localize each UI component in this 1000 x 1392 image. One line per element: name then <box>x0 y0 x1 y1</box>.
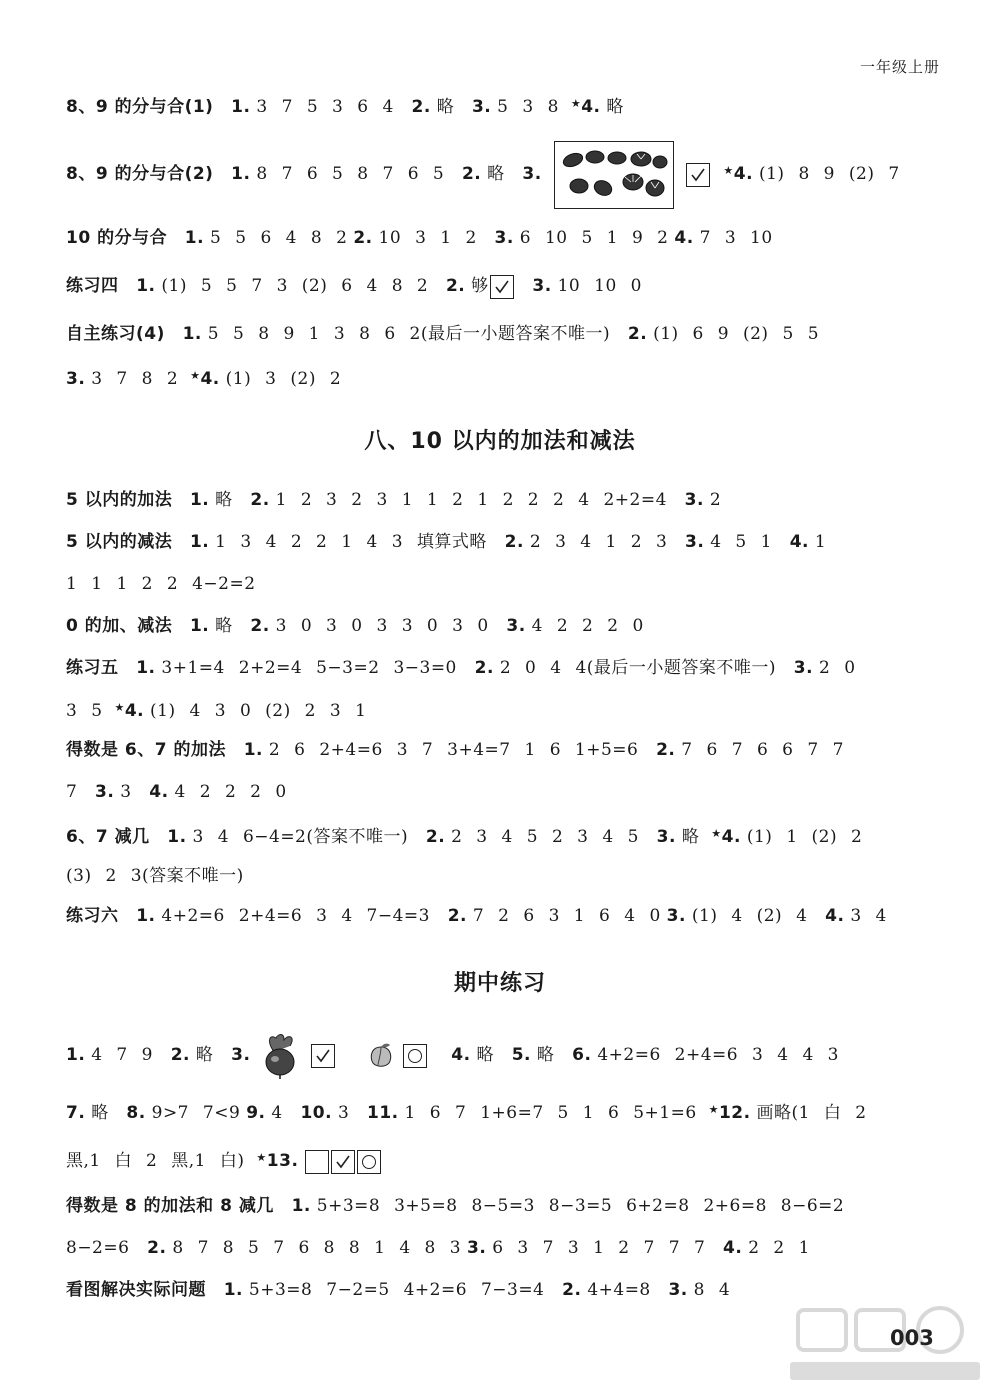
answer-line-16 <box>66 864 938 888</box>
answer-box <box>403 1044 427 1068</box>
question-number: 7. <box>66 1103 86 1123</box>
radish-illustration <box>256 1032 304 1080</box>
topic-title: 得数是 6、7 的加法 <box>66 740 226 760</box>
question-number: 3. <box>231 1045 251 1065</box>
answer-text: 4+2=6 2+4=6 3 4 7−4=3 <box>161 906 430 926</box>
question-number: 4. <box>789 532 809 552</box>
question-number: 2. <box>445 276 466 296</box>
question-number: 2. <box>147 1238 167 1258</box>
answer-text: 5 3 8 <box>497 97 559 117</box>
topic-title: 8、9 的分与合(1) <box>66 97 214 117</box>
answer-text: 3 4 <box>850 906 887 926</box>
question-number: 2. <box>353 228 373 248</box>
question-number: 4. <box>149 782 169 802</box>
question-number: 12. <box>718 1103 751 1123</box>
answer-text: 4 <box>271 1103 283 1123</box>
question-number: 2. <box>461 164 482 184</box>
question-number: 8. <box>126 1103 146 1123</box>
answer-text: (1) 3 (2) 2 <box>225 369 342 389</box>
answer-line-11 <box>66 656 938 680</box>
circle-icon <box>362 1155 376 1169</box>
answer-text: 9>7 7<9 <box>151 1103 241 1123</box>
answer-text: 4 7 9 <box>91 1045 153 1065</box>
answer-text: 8 4 <box>693 1280 731 1300</box>
question-number: 3. <box>494 228 514 248</box>
answer-line-21 <box>66 1194 938 1218</box>
answer-text: 7 <box>66 782 78 802</box>
topic-title: 5 以内的减法 <box>66 532 173 552</box>
answer-text: 3 7 5 3 6 4 <box>256 97 394 117</box>
question-number: 3. <box>66 369 86 389</box>
page-number: 003 <box>890 1326 934 1350</box>
answer-text: 4 2 2 2 0 <box>531 616 644 636</box>
answer-text: 3 7 8 2 <box>91 369 179 389</box>
answer-text: 够 <box>471 276 489 296</box>
answer-text: 2 3 4 5 2 3 4 5 <box>451 827 639 847</box>
topic-title: 练习四 <box>66 276 119 296</box>
answer-text: 3 <box>120 782 132 802</box>
question-number: 4. <box>733 164 754 184</box>
answer-text: 5+3=8 7−2=5 4+2=6 7−3=4 <box>248 1280 545 1300</box>
answer-text: (1) 1 (2) 2 <box>746 827 863 847</box>
answer-text: 2 0 <box>818 658 856 678</box>
question-number: 4. <box>721 827 741 847</box>
star-icon: ★ <box>711 827 722 840</box>
answer-line-10 <box>66 614 938 638</box>
question-number: 3. <box>522 164 542 184</box>
topic-title: 10 的分与合 <box>66 228 168 248</box>
question-number: 3. <box>471 97 492 117</box>
answer-line-23 <box>66 1278 938 1302</box>
answer-line-3 <box>66 226 938 250</box>
question-number: 3. <box>467 1238 487 1258</box>
answer-text: 3 5 <box>66 701 103 721</box>
answer-text: (1) 6 9 (2) 5 5 <box>653 324 820 344</box>
answer-line-20 <box>66 1146 938 1174</box>
answer-text: 略 <box>681 827 700 847</box>
star-icon: ★ <box>256 1151 267 1164</box>
answer-line-8 <box>66 530 938 554</box>
topic-title: 5 以内的加法 <box>66 490 173 510</box>
answer-text: 7 2 6 3 1 6 4 0 <box>472 906 661 926</box>
question-number: 13. <box>266 1151 299 1171</box>
question-number: 1. <box>223 1280 244 1300</box>
answer-text: 画略(1 白 2 <box>756 1103 867 1123</box>
topic-title: 6、7 减几 <box>66 827 150 847</box>
question-number: 3. <box>668 1280 688 1300</box>
question-number: 1. <box>243 740 264 760</box>
question-number: 4. <box>200 369 220 389</box>
check-mark-icon <box>336 1155 350 1169</box>
answer-line-7 <box>66 488 938 512</box>
answer-text: 2 2 1 <box>748 1238 810 1258</box>
star-icon: ★ <box>723 164 734 177</box>
answer-line-13 <box>66 738 938 762</box>
question-number: 3. <box>684 490 704 510</box>
star-icon: ★ <box>114 701 125 714</box>
answer-text: 略 <box>536 1045 555 1065</box>
question-number: 4. <box>581 97 601 117</box>
answer-box <box>357 1150 381 1174</box>
answer-line-19 <box>66 1098 938 1125</box>
question-number: 4. <box>723 1238 743 1258</box>
question-number: 1. <box>182 324 202 344</box>
answer-line-17 <box>66 904 938 928</box>
answer-text: 1 3 4 2 2 1 4 3 填算式略 <box>215 532 487 552</box>
topic-title: 自主练习(4) <box>66 324 165 344</box>
section-title: 八、10 以内的加法和减法 <box>364 429 636 454</box>
answer-text: 略 <box>476 1045 494 1065</box>
question-number: 1. <box>136 906 156 926</box>
section-title: 期中练习 <box>453 971 546 996</box>
question-number: 2. <box>425 827 446 847</box>
question-number: 4. <box>451 1045 471 1065</box>
answer-text: 略 <box>436 97 455 117</box>
question-number: 3. <box>532 276 552 296</box>
answer-line-22 <box>66 1236 938 1260</box>
answer-text: 2 0 4 4(最后一小题答案不唯一) <box>499 658 777 678</box>
question-number: 1. <box>189 532 210 552</box>
answer-text: (3) 2 3(答案不唯一) <box>66 866 244 886</box>
question-number: 1. <box>66 1045 86 1065</box>
answer-text: 7 3 10 <box>699 228 773 248</box>
question-number: 5. <box>511 1045 531 1065</box>
answer-text: (1) 5 5 7 3 (2) 6 4 8 2 <box>161 276 429 296</box>
peach-illustration <box>366 1041 396 1071</box>
answer-box <box>305 1150 329 1174</box>
answer-text: 1 6 7 1+6=7 5 1 6 5+1=6 <box>404 1103 697 1123</box>
answer-text: 4+2=6 2+4=6 3 4 4 3 <box>597 1045 839 1065</box>
answer-box <box>686 163 710 187</box>
answer-text: 略 <box>215 490 233 510</box>
answer-text: 5 5 6 4 8 2 <box>210 228 348 248</box>
answer-text: 1 1 1 2 2 4−2=2 <box>66 574 256 594</box>
check-mark-icon <box>495 280 509 294</box>
question-number: 11. <box>367 1103 399 1123</box>
topic-title: 8、9 的分与合(2) <box>66 164 214 184</box>
star-icon: ★ <box>708 1103 719 1116</box>
book-label: 一年级上册 <box>859 58 940 76</box>
answer-text: 5+3=8 3+5=8 8−5=3 8−3=5 6+2=8 2+6=8 8−6=2 <box>316 1196 845 1216</box>
star-icon: ★ <box>570 97 582 110</box>
question-number: 1. <box>136 276 156 296</box>
answer-text: 5 5 8 9 1 3 8 6 2(最后一小题答案不唯一) <box>207 324 611 344</box>
answer-text: 略 <box>487 164 505 184</box>
answer-text: 6 3 7 3 1 2 7 7 7 <box>492 1238 706 1258</box>
answer-line-6 <box>66 364 938 391</box>
question-number: 1. <box>184 228 205 248</box>
question-number: 2. <box>411 97 431 117</box>
answer-text: (1) 4 (2) 4 <box>691 906 808 926</box>
question-number: 9. <box>246 1103 266 1123</box>
answer-line-2 <box>66 136 938 209</box>
question-number: 6. <box>572 1045 592 1065</box>
question-number: 3. <box>666 906 686 926</box>
answer-line-12 <box>66 696 938 723</box>
answer-text: 略 <box>215 616 233 636</box>
topic-title: 0 的加、减法 <box>66 616 173 636</box>
answer-text: 略 <box>195 1045 214 1065</box>
answer-text: 10 10 0 <box>557 276 642 296</box>
answer-line-5 <box>66 322 938 346</box>
answer-text: 3+1=4 2+2=4 5−3=2 3−3=0 <box>161 658 457 678</box>
question-number: 2. <box>504 532 524 552</box>
answer-text: 3 4 6−4=2(答案不唯一) <box>192 827 409 847</box>
question-number: 2. <box>250 616 270 636</box>
answer-line-14 <box>66 780 938 804</box>
answer-text: (1) 4 3 0 (2) 2 3 1 <box>150 701 367 721</box>
question-number: 1. <box>167 827 187 847</box>
answer-text: 6 10 5 1 9 2 <box>519 228 669 248</box>
question-number: 2. <box>447 906 467 926</box>
question-number: 2. <box>474 658 494 678</box>
question-number: 2. <box>250 490 270 510</box>
answer-text: 4+4=8 <box>587 1280 651 1300</box>
question-number: 1. <box>189 616 210 636</box>
question-number: 2. <box>562 1280 582 1300</box>
seashells-illustration <box>554 141 674 209</box>
question-number: 1. <box>231 164 251 184</box>
answer-text: 略 <box>91 1103 109 1123</box>
star-icon: ★ <box>190 369 201 382</box>
answer-box <box>490 275 514 299</box>
answer-text: 8 7 8 5 7 6 8 8 1 4 8 3 <box>172 1238 462 1258</box>
answer-text: 3 <box>337 1103 350 1123</box>
question-number: 3. <box>95 782 115 802</box>
answer-text: 2 3 4 1 2 3 <box>529 532 668 552</box>
answer-text: 略 <box>606 97 624 117</box>
question-number: 3. <box>685 532 705 552</box>
answer-line-1 <box>66 92 938 119</box>
question-number: 1. <box>291 1196 311 1216</box>
answer-line-4 <box>66 274 938 299</box>
answer-text: 2 <box>709 490 722 510</box>
answer-text: 8 7 6 5 8 7 6 5 <box>256 164 445 184</box>
answer-line-9 <box>66 572 938 596</box>
answer-text: 黑,1 白 2 黑,1 白) <box>66 1151 245 1171</box>
question-number: 1. <box>136 658 156 678</box>
question-number: 2. <box>170 1045 190 1065</box>
answer-text: 8−2=6 <box>66 1238 130 1258</box>
question-number: 4. <box>825 906 845 926</box>
answer-line-18 <box>66 1030 938 1080</box>
question-number: 1. <box>231 97 251 117</box>
question-number: 10. <box>300 1103 333 1123</box>
answer-line-15 <box>66 822 938 849</box>
topic-title: 看图解决实际问题 <box>66 1280 206 1300</box>
answer-box <box>331 1150 355 1174</box>
question-number: 2. <box>627 324 648 344</box>
answer-box <box>311 1044 335 1068</box>
check-mark-icon <box>316 1049 330 1063</box>
topic-title: 练习六 <box>66 906 119 926</box>
question-number: 3. <box>656 827 676 847</box>
answer-text: 1 <box>814 532 827 552</box>
answer-text: 4 2 2 2 0 <box>174 782 287 802</box>
question-number: 4. <box>124 701 145 721</box>
answer-text: 3 0 3 0 3 3 0 3 0 <box>275 616 489 636</box>
topic-title: 得数是 8 的加法和 8 减几 <box>66 1196 274 1216</box>
question-number: 1. <box>189 490 210 510</box>
check-mark-icon <box>691 168 705 182</box>
answer-text: (1) 8 9 (2) 7 <box>758 164 900 184</box>
circle-icon <box>408 1049 422 1063</box>
question-number: 3. <box>793 658 814 678</box>
answer-text: 10 3 1 2 <box>378 228 477 248</box>
answer-text: 7 6 7 6 6 7 7 <box>681 740 844 760</box>
answer-text: 4 5 1 <box>710 532 772 552</box>
question-number: 3. <box>506 616 526 636</box>
topic-title: 练习五 <box>66 658 119 678</box>
answer-text: 2 6 2+4=6 3 7 3+4=7 1 6 1+5=6 <box>268 740 639 760</box>
watermark-logo <box>780 1300 990 1386</box>
answer-text: 1 2 3 2 3 1 1 2 1 2 2 2 4 2+2=4 <box>275 490 667 510</box>
question-number: 2. <box>656 740 676 760</box>
question-number: 4. <box>674 228 694 248</box>
